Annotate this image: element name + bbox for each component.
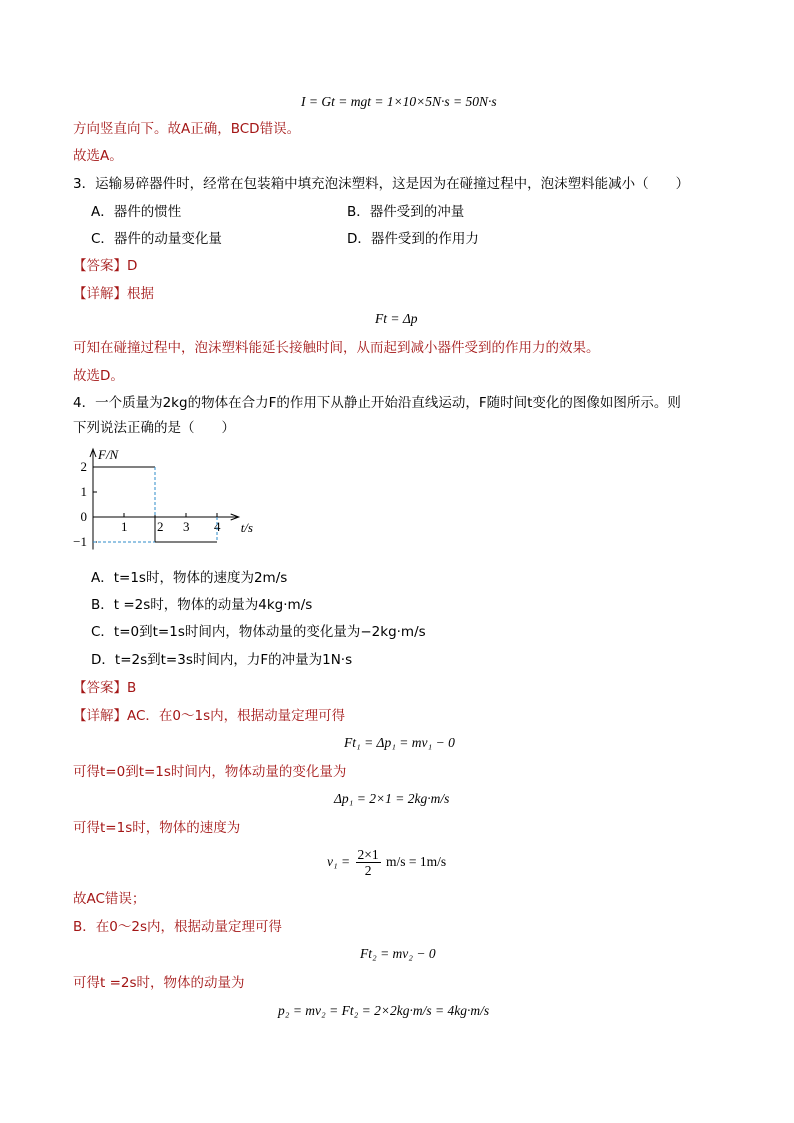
q4-detail-b: B．在0～2s内，根据动量定理可得 <box>73 919 282 935</box>
q3-option-c: C．器件的动量变化量 <box>91 231 222 247</box>
q4-option-d: D．t=2s到t=3s时间内，力F的冲量为1N·s <box>91 652 353 668</box>
q4-line-dp: 可得t=0到t=1s时间内，物体动量的变化量为 <box>73 764 347 780</box>
q3-detail: 【详解】根据 <box>73 286 154 302</box>
y-axis-label: F/N <box>98 447 119 462</box>
q4-answer: 【答案】B <box>73 680 137 696</box>
q4-ac-wrong: 故AC错误； <box>73 891 146 907</box>
q3-option-b: B．器件受到的冲量 <box>347 204 465 220</box>
x-axis-label: t/s <box>240 520 253 535</box>
q4-equation-5: p₂ = mv₂ = Ft₂ = 2×2kg·m/s = 4kg·m/s <box>278 1003 490 1018</box>
q3-equation: Ft = Δp <box>375 311 418 326</box>
q4-detail-ac: 【详解】AC．在0～1s内，根据动量定理可得 <box>73 708 346 724</box>
q4-stem-line1: 4．一个质量为2kg的物体在合力F的作用下从静止开始沿直线运动，F随时间t变化的图像如图所示。则 <box>73 395 681 411</box>
direction-line: 方向竖直向下。故A正确，BCD错误。 <box>73 121 301 137</box>
q3-option-d: D．器件受到的作用力 <box>347 231 479 247</box>
q4-equation-4: Ft₂ = mv₂ − 0 <box>360 946 436 961</box>
q3-stem: 3．运输易碎器件时，经常在包装箱中填充泡沫塑料，这是因为在碰撞过程中，泡沫塑料能减小（ ） <box>73 176 690 192</box>
q4-option-c: C．t=0到t=1s时间内，物体动量的变化量为−2kg·m/s <box>91 624 426 640</box>
q3-explanation: 可知在碰撞过程中，泡沫塑料能延长接触时间，从而起到减小器件受到的作用力的效果。 <box>73 340 600 356</box>
q4-option-a: A．t=1s时，物体的速度为2m/s <box>91 570 288 586</box>
x-tick-label: 1 <box>121 519 128 534</box>
x-tick-label: 2 <box>157 519 164 534</box>
y-tick-label: 0 <box>80 509 87 524</box>
choose-a-line: 故选A。 <box>73 148 123 164</box>
q4-stem-line2: 下列说法正确的是（ ） <box>73 420 235 436</box>
q4-line-v: 可得t=1s时，物体的速度为 <box>73 820 241 836</box>
q4-equation-1: Ft₁ = Δp₁ = mv₁ − 0 <box>344 735 455 750</box>
q4-option-b: B．t =2s时，物体的动量为4kg·m/s <box>91 597 313 613</box>
eq3-fraction <box>356 847 381 878</box>
eq3-lhs: v₁ = <box>327 854 351 869</box>
y-tick-label: −1 <box>73 534 87 549</box>
q4-equation-3 <box>327 847 446 878</box>
x-tick-label: 4 <box>214 519 221 534</box>
eq3-denominator: 2 <box>364 863 372 879</box>
y-tick-label: 2 <box>80 459 87 474</box>
q3-answer: 【答案】D <box>73 258 138 274</box>
y-tick-label: 1 <box>80 484 87 499</box>
q4-line-p: 可得t =2s时，物体的动量为 <box>73 975 245 991</box>
q4-equation-2: Δp₁ = 2×1 = 2kg·m/s <box>334 791 450 806</box>
force-time-graph <box>68 445 268 555</box>
eq3-numerator: 2×1 <box>357 847 379 863</box>
x-tick-label: 3 <box>183 519 190 534</box>
q3-choose: 故选D。 <box>73 368 124 384</box>
eq3-rhs: m/s = 1m/s <box>386 854 447 869</box>
impulse-equation: I = Gt = mgt = 1×10×5N·s = 50N·s <box>301 94 497 109</box>
q3-option-a: A．器件的惯性 <box>91 204 182 220</box>
